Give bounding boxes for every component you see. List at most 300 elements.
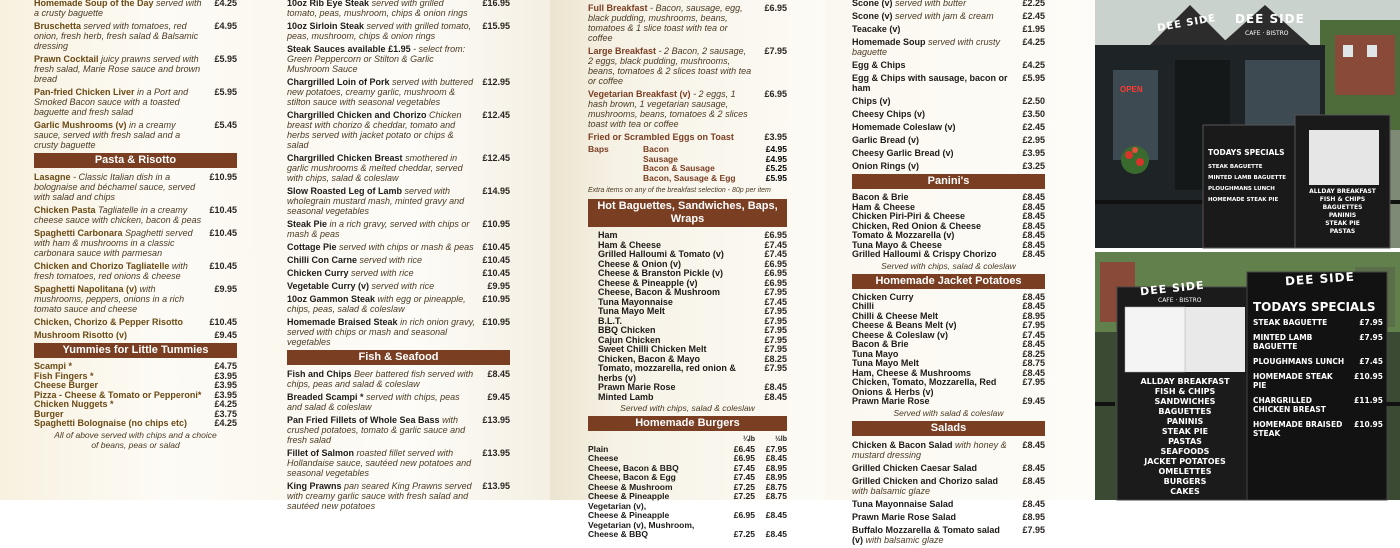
sign-right: DEE SIDE (1235, 12, 1305, 26)
menu-item-desc: served with rice (359, 255, 423, 265)
menu-item-text (34, 87, 203, 117)
pasta-list (34, 172, 237, 340)
menu-item-text (852, 73, 1011, 93)
burger-name: Plain (588, 443, 609, 454)
menu-item-name: Cajun Chicken (598, 334, 661, 345)
menu-item-text (34, 419, 203, 429)
bap-name: Bacon, Sausage & Egg (643, 172, 736, 183)
board-menu-line: PANINIS (1166, 417, 1204, 426)
burger-price-quarter: £7.25 (733, 529, 755, 539)
menu-item-desc: served with grilled tomato, peas, mushroom, chips & onion rings (287, 0, 468, 18)
menu-page-breakfast-baguettes (550, 0, 825, 539)
bap-item (643, 174, 787, 184)
menu-item-price: £4.25 (214, 0, 237, 8)
menu-item-name: B.L.T. (598, 315, 622, 326)
menu-item-name: Slow Roasted Leg of Lamb (287, 186, 403, 196)
sign-sub: CAFE · BISTRO (1245, 30, 1289, 37)
menu-item-name: Homemade Coleslaw (v) (852, 122, 956, 132)
menu-item-price: £6.95 (764, 89, 787, 99)
menu-item-text (287, 21, 476, 41)
menu-item-name: Cheese, Bacon & Mushroom (598, 287, 721, 297)
menu-item-name: King Prawns (287, 481, 342, 491)
burger-name: Cheese (588, 453, 619, 463)
menu-item-text (852, 60, 1011, 70)
menu-item-price: £2.45 (1022, 122, 1045, 132)
menu-item-price: £15.95 (482, 21, 510, 31)
menu-item-price: £9.95 (487, 281, 510, 291)
menu-item-name: Cheese & Coleslaw (v) (852, 329, 949, 340)
menu-item (598, 393, 787, 403)
menu-item (287, 186, 510, 216)
menu-item-name: Chicken, Red Onion & Cheese (852, 220, 982, 231)
menu-item-name: Tomato & Mozzarella (v) (852, 230, 955, 240)
menu-item-name: Chilli (852, 301, 874, 311)
menu-item-name: Prawn Marie Rose Salad (852, 511, 957, 522)
menu-item (852, 499, 1045, 509)
menu-item-name: Onion Rings (v) (852, 161, 919, 171)
menu-item-name: Scone (v) (852, 0, 893, 8)
menu-item-text (852, 0, 1011, 8)
menu-page-light-bites (825, 0, 1095, 545)
menu-item-text (287, 369, 476, 389)
menu-item-price: £7.95 (764, 325, 787, 335)
menu-item-text (34, 205, 203, 225)
menu-item-name: Grilled Halloumi & Tomato (v) (598, 249, 724, 259)
burger-name: Cheese & Pineapple (588, 491, 670, 501)
menu-item-text (34, 0, 203, 18)
menu-item-desc: with balsamic glaze (852, 485, 931, 496)
menu-item-price: £10.95 (482, 317, 510, 327)
menu-item (852, 476, 1045, 496)
menu-item-text (287, 448, 476, 478)
kids-list (34, 362, 237, 429)
breakfast-note: Extra items on any of the breakfast selection - 80p per item (588, 187, 771, 194)
salads-list (852, 440, 1045, 545)
menu-item-name: Tuna Mayo (852, 348, 899, 359)
menu-item-name: Chicken Curry (852, 291, 914, 302)
hot-list (588, 231, 787, 402)
menu-item (852, 0, 1045, 8)
menu-item (287, 77, 510, 107)
board-menu-line: OMELETTES (1158, 467, 1212, 476)
menu-item (852, 37, 1045, 57)
jacket-list (852, 293, 1045, 407)
menu-item-desc: with crushed potatoes, tomato & garlic sauce and fresh salad (287, 415, 466, 445)
menu-item-name: Ham & Cheese (852, 201, 916, 212)
menu-item (287, 415, 510, 445)
menu-item (34, 228, 237, 258)
menu-item-name: Teacake (v) (852, 24, 901, 34)
menu-item (287, 268, 510, 278)
menu-item-text (588, 89, 753, 129)
menu-item (287, 281, 510, 291)
menu-item-price: £10.45 (482, 242, 510, 252)
menu-item-name: Cheese & Branston Pickle (v) (598, 268, 724, 278)
burgers-table (588, 435, 787, 540)
menu-item-name: Chicken & Bacon Salad (852, 439, 953, 450)
menu-item (287, 44, 510, 74)
menu-item (598, 307, 787, 317)
board-line: MINTED LAMB BAGUETTE (1208, 175, 1287, 181)
special-name: STEAK BAGUETTE (1253, 318, 1328, 327)
menu-item-name: Minted Lamb (598, 391, 654, 402)
menu-item-desc: smothered in garlic mushrooms & melted cheddar, served with chips, salad & coleslaw (287, 153, 463, 183)
menu-item-name: Chicken Curry (287, 268, 349, 278)
menu-item-name: Prawn Marie Rose (852, 396, 930, 406)
menu-item-name: Tuna Mayonnaise (598, 296, 673, 307)
right-board-line: PANINIS (1328, 212, 1357, 219)
burger-name: Cheese & BBQ (588, 529, 648, 539)
bap-name: Sausage (643, 153, 678, 164)
menu-item-price: £13.95 (482, 481, 510, 491)
menu-item (34, 0, 237, 18)
menu-item (34, 400, 237, 410)
specials-board-photo (1095, 252, 1400, 500)
burger-col-quarter: ¼lb (742, 436, 755, 443)
fish-list (287, 369, 510, 511)
menu-item-text (852, 525, 1011, 545)
burger-name: Vegetarian (v), Mushroom, (588, 519, 695, 530)
menu-item (287, 392, 510, 412)
menu-item-price: £3.50 (1022, 109, 1045, 119)
board-line: STEAK BAGUETTE (1208, 164, 1263, 170)
board-menu-line: PASTAS (1168, 437, 1202, 446)
menu-item-name: Scone (v) (852, 11, 893, 21)
menu-item-desc: Tagliatelle in a creamy cheese sauce with chicken, bacon & peas (34, 205, 202, 225)
menu-item-price: £9.45 (1022, 396, 1045, 406)
menu-item (34, 330, 237, 340)
menu-item-name: Chicken Nuggets * (34, 399, 114, 409)
menu-item-price: £8.45 (1022, 439, 1045, 450)
menu-item-price: £10.45 (482, 268, 510, 278)
menu-item (287, 448, 510, 478)
menu-item-name: Grilled Halloumi & Crispy Chorizo (852, 249, 997, 259)
menu-item-price: £8.45 (764, 391, 787, 402)
menu-item-name: Cheese Burger (34, 380, 99, 390)
menu-item-price: £8.95 (1022, 310, 1045, 321)
burger-price-half: £8.75 (765, 491, 787, 501)
menu-item-name: Chilli Con Carne (287, 255, 358, 265)
board-menu-line: BURGERS (1163, 477, 1207, 486)
menu-item-name: Cheesy Garlic Bread (v) (852, 148, 954, 158)
open-sign: OPEN (1120, 85, 1143, 94)
menu-item (34, 284, 237, 314)
burger-price-quarter: £6.95 (733, 453, 755, 463)
menu-page-mains-fish (275, 0, 550, 511)
menu-item-text (287, 392, 476, 412)
special-price: £7.95 (1359, 318, 1383, 327)
menu-item-name: Bacon & Brie (852, 192, 909, 202)
menu-item (852, 24, 1045, 34)
menu-item-name: Bacon & Brie (852, 339, 909, 349)
menu-item-price: £2.45 (1022, 11, 1045, 21)
menu-item-price: £8.95 (1022, 511, 1045, 522)
menu-item-name: Chilli & Cheese Melt (852, 310, 939, 321)
menu-item-name: Garlic Mushrooms (v) (34, 120, 127, 130)
menu-item-price: £7.95 (764, 344, 787, 354)
menu-item-name: Scampi * (34, 361, 73, 371)
menu-item-price: £8.45 (1022, 339, 1045, 349)
special-name: PLOUGHMANS LUNCH (1253, 357, 1345, 366)
menu-item-name: Chargrilled Chicken and Chorizo (287, 110, 427, 120)
menu-item (852, 122, 1045, 132)
menu-item-price: £13.95 (482, 415, 510, 425)
bap-name: Bacon (643, 144, 669, 154)
menu-item-name: Buffalo Mozzarella & Tomato salad (v) (852, 524, 1000, 545)
menu-item-price: £7.95 (1022, 524, 1045, 535)
menu-item-price: £2.50 (1022, 96, 1045, 106)
menu-item-text (852, 250, 1011, 260)
menu-item-name: Egg & Chips with sausage, bacon or ham (852, 73, 1008, 93)
menu-item-name: Pizza - Cheese & Tomato or Pepperoni* (34, 389, 202, 400)
pasta-section-title: Pasta & Risotto (34, 153, 237, 168)
menu-item-name: 10oz Sirloin Steak (287, 21, 365, 31)
menu-item-name: Tuna Mayo & Cheese (852, 239, 942, 250)
menu-item-name: Fish Fingers * (34, 370, 94, 381)
panini-list (852, 193, 1045, 260)
menu-item (34, 419, 237, 429)
menu-item-desc: - select from: Green Peppercorn or Stilton & Garlic Mushroom Sauce (287, 44, 466, 74)
menu-item-name: Fillet of Salmon (287, 448, 355, 458)
menu-item-name: Ham, Cheese & Mushrooms (852, 367, 972, 378)
menu-item-price: £8.45 (1022, 291, 1045, 302)
mains-list (287, 0, 510, 347)
menu-item (34, 21, 237, 51)
menu-item-text (852, 135, 1011, 145)
burger-row (588, 530, 787, 540)
board-menu-line: SANDWICHES (1154, 397, 1216, 406)
menu-item-price: £7.95 (764, 334, 787, 345)
menu-item (852, 161, 1045, 171)
menu-item-price: £6.95 (764, 3, 787, 13)
menu-item-desc: served with crusty baguette (852, 37, 1001, 57)
menu-item (34, 261, 237, 281)
menu-item-price: £7.45 (764, 249, 787, 259)
menu-item-desc: pan seared King Prawns served with creamy garlic sauce with fresh salad and sautéed new potatoes (287, 481, 472, 511)
burgers-section-title: Homemade Burgers (588, 416, 787, 431)
panini-section-title: Panini's (852, 174, 1045, 189)
menu-item-price: £8.45 (1022, 498, 1045, 509)
menu-item-price: £10.45 (482, 255, 510, 265)
menu-item-name: Cottage Pie (287, 242, 337, 252)
menu-item (588, 3, 787, 43)
board-title: TODAYS SPECIALS (1208, 148, 1285, 157)
menu-item-name: Cheese & Beans Melt (v) (852, 320, 957, 330)
menu-item (852, 60, 1045, 70)
menu-item-price: £7.95 (764, 315, 787, 326)
menu-item-price: £3.95 (214, 389, 237, 400)
menu-item (852, 512, 1045, 522)
menu-item-text (287, 110, 476, 150)
menu-item-price: £7.95 (1022, 320, 1045, 330)
special-item (1253, 357, 1383, 366)
menu-item-name: Chicken, Bacon & Mayo (598, 353, 701, 364)
menu-item-desc: with mushrooms, peppers, onions in a rich tomato sauce and cheese (34, 284, 185, 314)
menu-item-name: Steak Sauces available £1.95 (287, 44, 411, 54)
menu-item (852, 463, 1045, 473)
menu-item (852, 440, 1045, 460)
menu-item-text (287, 281, 476, 291)
burger-name: Vegetarian (v), (588, 500, 647, 511)
menu-item-desc: in a rich gravy, served with chips or mash & peas (287, 219, 470, 239)
menu-item-name: Prawn Cocktail (34, 54, 99, 64)
menu-item-price: £4.95 (214, 21, 237, 31)
right-board-line: STEAK PIE (1325, 220, 1360, 227)
menu-item-price: £2.25 (1022, 0, 1045, 8)
burger-price-quarter: £7.45 (733, 462, 755, 473)
menu-item (852, 293, 1045, 303)
menu-item-price: £9.45 (214, 330, 237, 340)
bottom-sign-sub: CAFE · BISTRO (1158, 297, 1202, 304)
menu-item-text (287, 268, 476, 278)
menu-item-desc: served with chips, peas and salad & coleslaw (287, 392, 460, 412)
menu-item-text (852, 378, 1011, 397)
menu-item-desc: served with chips or mash & peas (339, 242, 474, 252)
menu-item-name: Spaghetti Napolitana (v) (34, 284, 138, 294)
menu-item-price: £8.45 (1022, 239, 1045, 250)
menu-item-text (852, 440, 1011, 460)
menu-item-desc: with fresh tomatoes, red onions & cheese (34, 261, 188, 281)
menu-item-name: Tuna Mayonnaise Salad (852, 498, 954, 509)
menu-item-price: £10.95 (482, 294, 510, 304)
menu-item-text (852, 24, 1011, 34)
storefront-photo (1095, 0, 1400, 248)
menu-item-text (852, 476, 1011, 496)
menu-item-price: £5.45 (214, 120, 237, 130)
menu-item-price: £4.25 (214, 418, 237, 428)
menu-item (287, 242, 510, 252)
menu-item-text (852, 109, 1011, 119)
menu-item-name: Chicken and Chorizo Tagliatelle (34, 261, 170, 271)
menu-item (34, 120, 237, 150)
menu-item (852, 250, 1045, 260)
menu-item-name: Chicken Piri-Piri & Cheese (852, 211, 966, 221)
menu-item-desc: served with rice (371, 281, 435, 291)
menu-item-text (287, 77, 476, 107)
menu-item-text (34, 54, 203, 84)
specials-list (1253, 318, 1383, 444)
special-name: HOMEMADE BRAISED STEAK (1253, 420, 1343, 438)
menu-item-name: Cheesy Chips (v) (852, 109, 926, 119)
menu-item-price: £5.95 (214, 54, 237, 64)
bap-price: £5.25 (765, 163, 787, 173)
bap-price: £5.95 (765, 172, 787, 183)
menu-item-name: Burger (34, 408, 64, 419)
menu-item (34, 317, 237, 327)
menu-item-name: Bruschetta (34, 21, 82, 31)
hot-note: Served with chips, salad & coleslaw (620, 403, 755, 413)
menu-item-desc: served with buttered new potatoes, creamy garlic, mushroom & stilton sauce with seasonal vegetables (287, 77, 474, 107)
menu-item-name: Mushroom Risotto (v) (34, 330, 127, 340)
breakfast-list (588, 3, 787, 142)
menu-item-price: £8.75 (1022, 358, 1045, 368)
board-menu-line: STEAK PIE (1161, 427, 1209, 436)
burger-price-half: £8.95 (765, 462, 787, 473)
menu-item (287, 317, 510, 347)
kids-note: All of above served with chips and a choice of beans, peas or salad (54, 429, 217, 450)
menu-item-price: £10.95 (209, 172, 237, 182)
menu-item-text (287, 219, 476, 239)
menu-item-price: £8.45 (1022, 475, 1045, 486)
menu-item-name: Sweet Chilli Chicken Melt (598, 344, 707, 354)
menu-item-desc: - 2 eggs, 1 hash brown, 1 vegetarian sausage, mushrooms, beans, tomatoes & 2 slices toast with tea or coffee (588, 89, 748, 129)
menu-item-name: Cheese & Pineapple (v) (598, 277, 698, 288)
menu-item (287, 219, 510, 239)
menu-item-price: £7.95 (764, 287, 787, 297)
menu-item-desc: served with grilled tomato, peas, mushroom, chips & onion rings (287, 21, 472, 41)
menu-item-text (34, 120, 203, 150)
menu-item (287, 21, 510, 41)
menu-item-name: Chargrilled Loin of Pork (287, 77, 390, 87)
menu-item-text (34, 172, 203, 202)
menu-item-price: £3.95 (214, 380, 237, 390)
burger-name: Cheese, Bacon & BBQ (588, 462, 679, 473)
jacket-note: Served with salad & coleslaw (893, 407, 1004, 418)
menu-item-name: Grilled Chicken Caesar Salad (852, 462, 978, 473)
menu-item-price: £8.45 (1022, 192, 1045, 202)
menu-item-price: £7.45 (764, 239, 787, 250)
menu-item-text (34, 21, 203, 51)
menu-item-name: Chicken, Chorizo & Pepper Risotto (34, 317, 184, 327)
menu-item-text (287, 255, 476, 265)
menu-item (852, 11, 1045, 21)
menu-item-name: Egg & Chips (852, 60, 906, 70)
menu-item-price: £10.95 (482, 219, 510, 229)
menu-item-price: £12.45 (482, 153, 510, 163)
menu-item-name: Prawn Marie Rose (598, 382, 676, 392)
board-line: PLOUGHMANS LUNCH (1208, 186, 1275, 192)
panini-note: Served with chips, salad & coleslaw (881, 260, 1016, 271)
board-menu-line: CAKES (1170, 487, 1200, 496)
menu-item-name: Spaghetti Carbonara (34, 228, 123, 238)
burger-price-half: £8.45 (765, 529, 787, 539)
menu-item (588, 89, 787, 129)
menu-item (34, 172, 237, 202)
menu-item-text (852, 122, 1011, 132)
baps-block (588, 145, 787, 183)
menu-item-text (852, 11, 1011, 21)
menu-item-price: £3.95 (214, 370, 237, 381)
menu-item-name: BBQ Chicken (598, 325, 656, 335)
menu-item-price: £8.25 (1022, 348, 1045, 359)
burger-price-quarter: £6.45 (733, 443, 755, 454)
menu-item-price: £8.25 (764, 353, 787, 364)
board-menu-line: FISH & CHIPS (1154, 387, 1216, 396)
menu-item-text (287, 317, 476, 347)
menu-item-text (34, 261, 203, 281)
menu-item-text (34, 317, 203, 327)
menu-item (852, 378, 1045, 397)
menu-item-desc: served with wholegrain mustard mash, minted gravy and seasonal vegetables (287, 186, 465, 216)
menu-item-desc: Beer battered fish served with chips, peas and salad & coleslaw (287, 369, 474, 389)
menu-item-price: £8.45 (1022, 201, 1045, 212)
burger-price-half: £8.75 (765, 481, 787, 492)
menu-item-price: £9.45 (487, 392, 510, 402)
menu-item (34, 54, 237, 84)
right-board-line: PASTAS (1329, 228, 1356, 235)
menu-item-price: £3.75 (214, 408, 237, 419)
menu-item (852, 397, 1045, 407)
menu-item (287, 153, 510, 183)
menu-item-text (598, 364, 753, 383)
menu-item (287, 481, 510, 511)
menu-item-name: Fish and Chips (287, 369, 352, 379)
menu-item-text (852, 37, 1011, 57)
menu-item-name: Chicken, Tomato, Mozzarella, Red Onions & Herbs (v) (852, 377, 997, 397)
menu-item-text (34, 228, 203, 258)
menu-page-starters-pasta (0, 0, 275, 500)
burger-name: Cheese, Bacon & Egg (588, 472, 676, 482)
